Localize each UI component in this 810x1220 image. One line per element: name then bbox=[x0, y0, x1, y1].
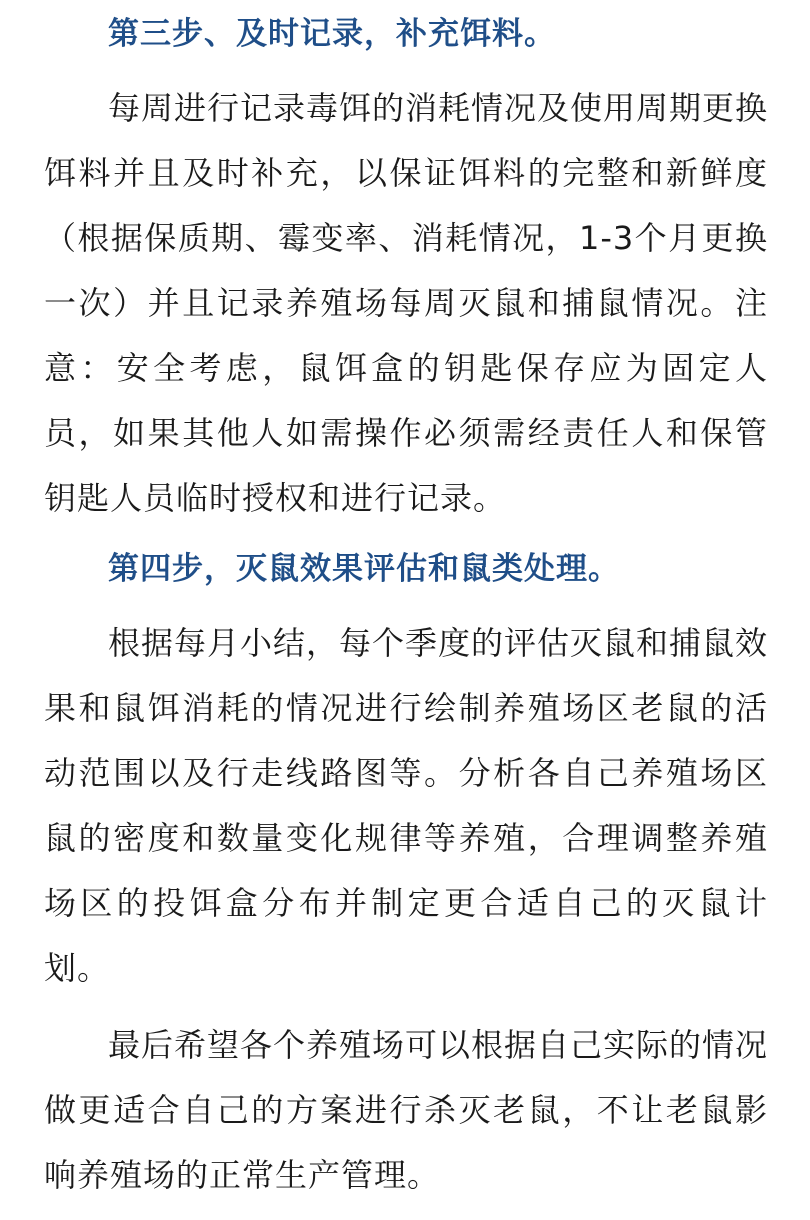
step3-paragraph: 每周进行记录毒饵的消耗情况及使用周期更换饵料并且及时补充，以保证饵料的完整和新鲜度（根据保质期、霉变率、消耗情况，1-3个月更换一次）并且记录养殖场每周灭鼠和捕鼠情况。注意：安全考虑，鼠饵盒的钥匙保存应为固定人员，如果其他人如需操作必须需经责任人和保管钥匙人员临时授权和进行记录。 bbox=[44, 89, 769, 517]
closing-paragraph: 最后希望各个养殖场可以根据自己实际的情况做更适合自己的方案进行杀灭老鼠，不让老鼠影响养殖场的正常生产管理。 bbox=[44, 1026, 769, 1194]
step4-heading: 第四步，灭鼠效果评估和鼠类处理。 bbox=[108, 551, 620, 587]
step4-paragraph: 根据每月小结，每个季度的评估灭鼠和捕鼠效果和鼠饵消耗的情况进行绘制养殖场区老鼠的活动范围以及行走线路图等。分析各自己养殖场区鼠的密度和数量变化规律等养殖，合理调整养殖场区的投饵盒分布并制定更合适自己的灭鼠计划。 bbox=[44, 624, 769, 987]
article bbox=[44, 8, 768, 1220]
step3-heading: 第三步、及时记录，补充饵料。 bbox=[108, 16, 556, 52]
